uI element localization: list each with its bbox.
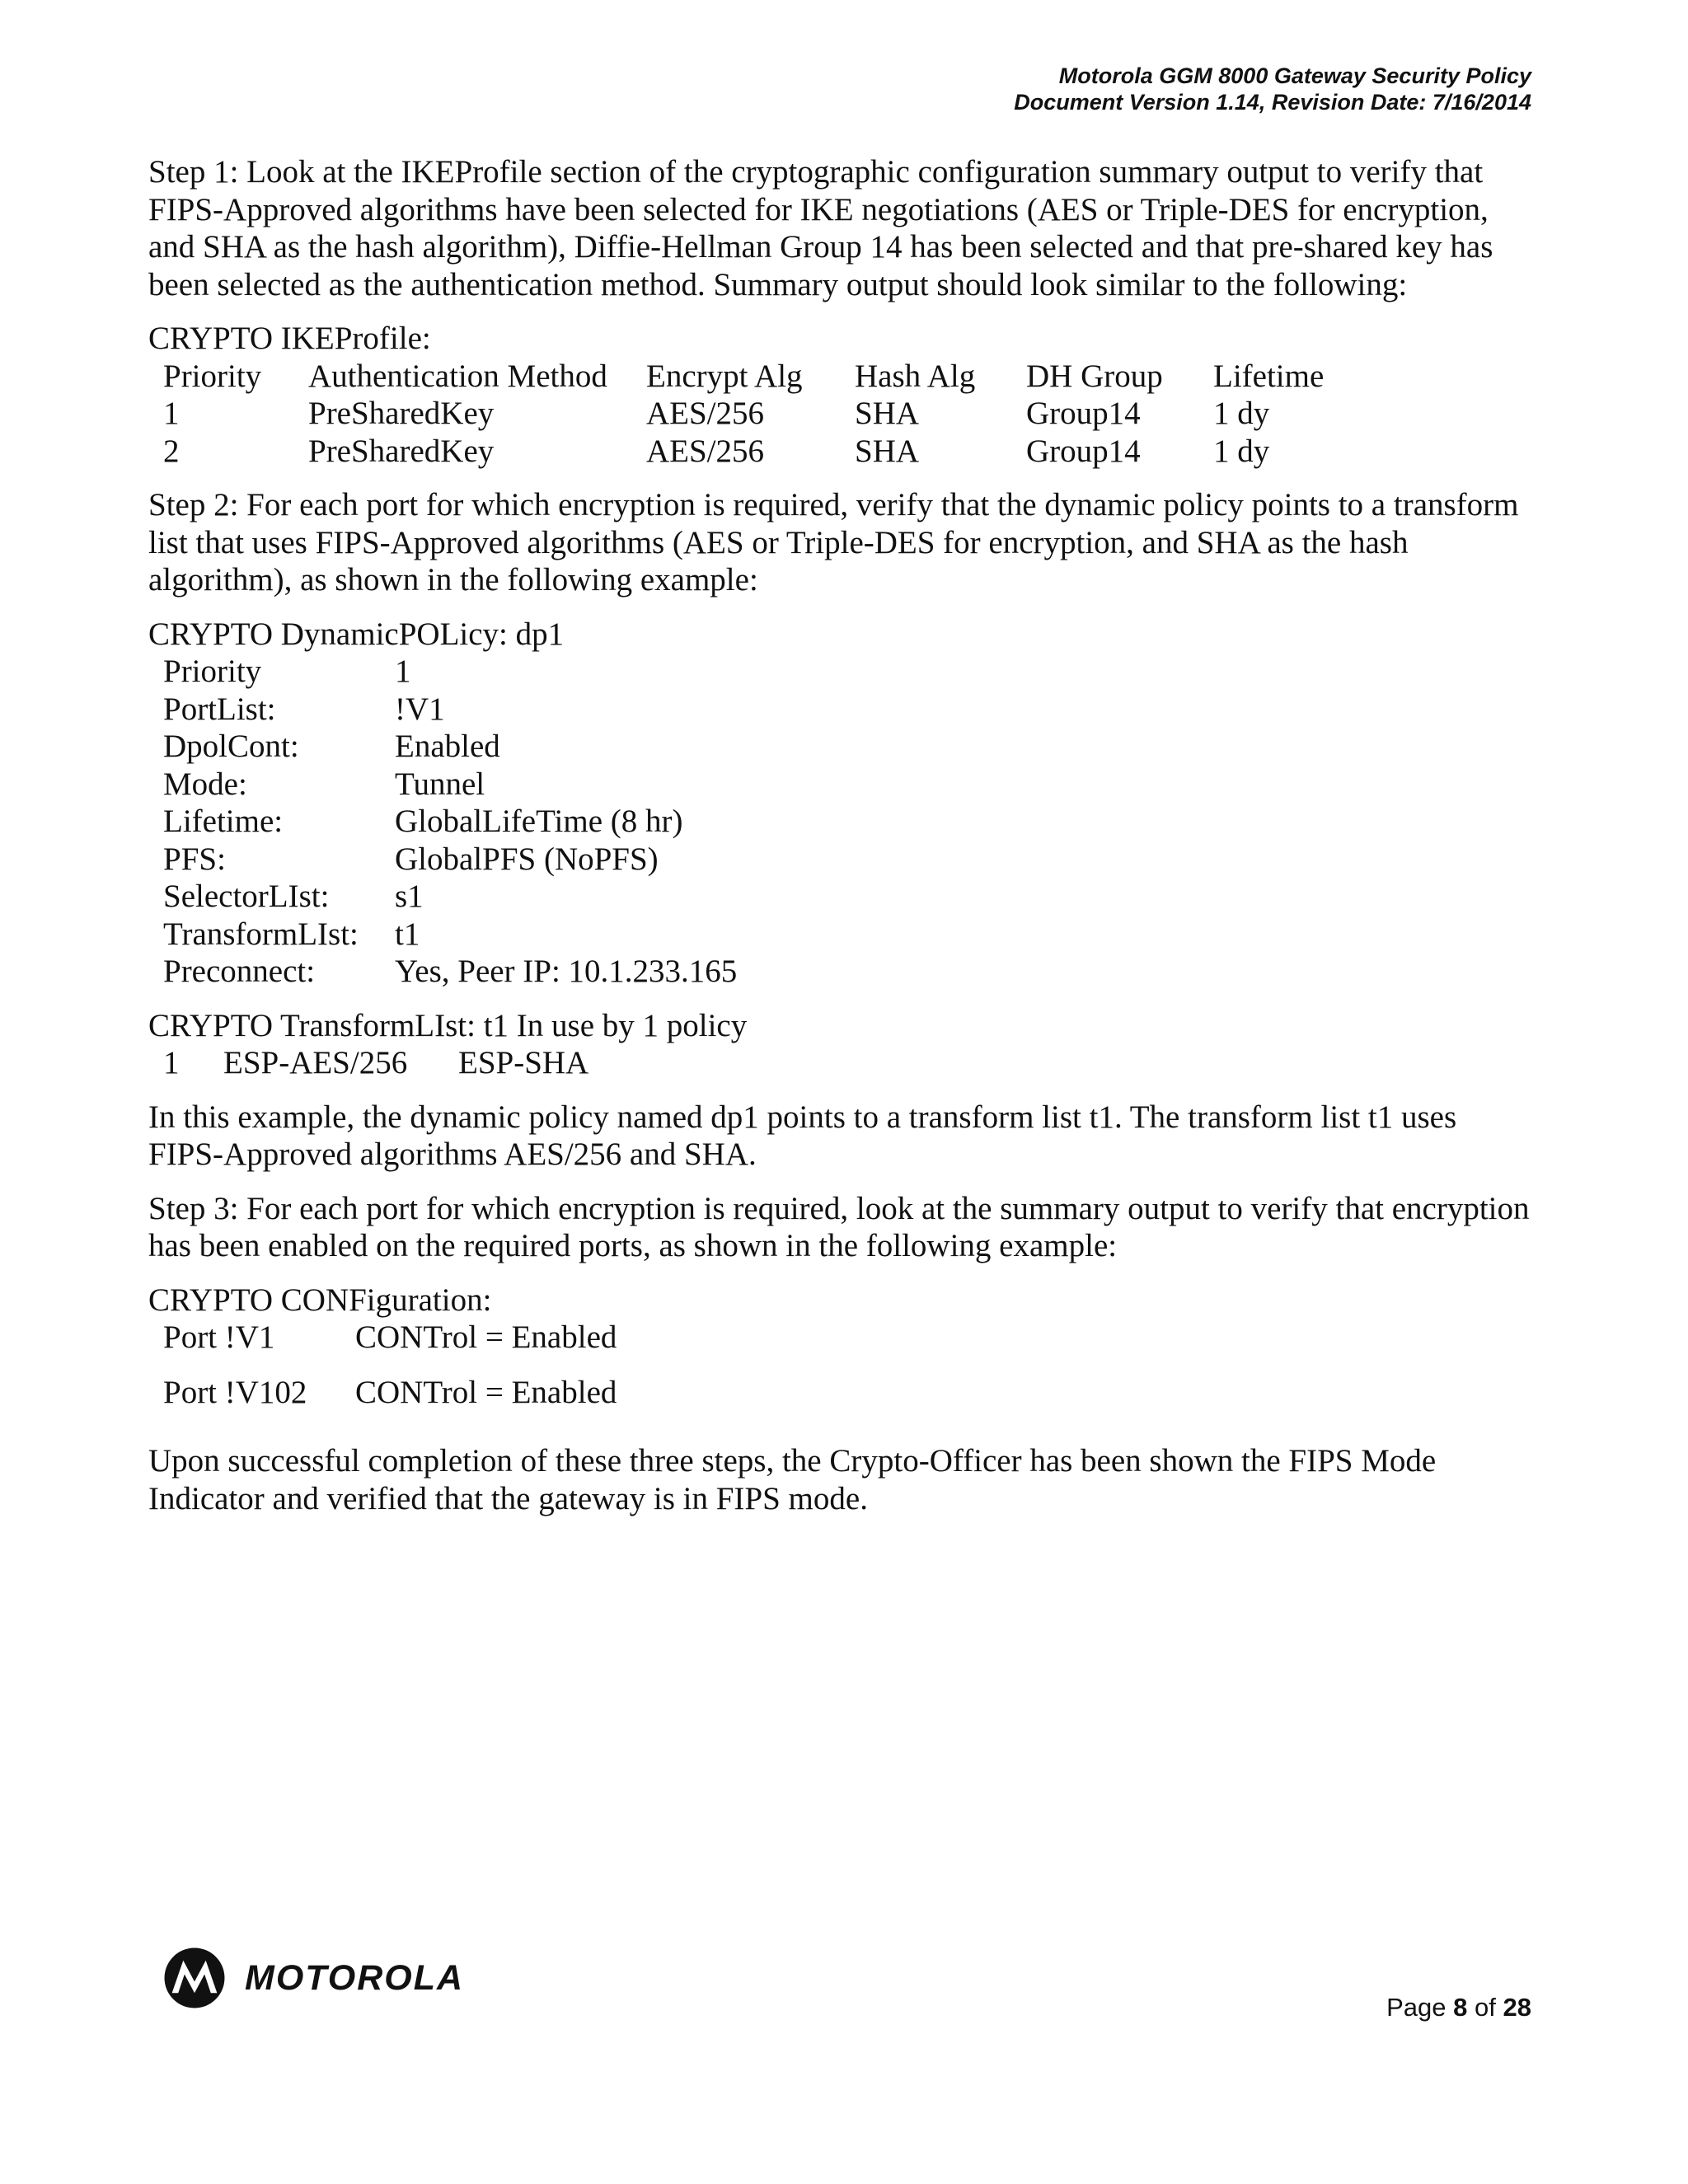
document-body (148, 153, 1533, 1517)
list-item (148, 878, 1533, 916)
policy-value: s1 (395, 879, 424, 914)
ike-cell: AES/256 (646, 396, 765, 431)
ike-cell: 1 dy (1213, 396, 1270, 431)
ike-cell: AES/256 (646, 433, 765, 469)
ike-cell: 1 (163, 396, 180, 431)
dynamic-policy-block (148, 616, 1533, 991)
step-2-text: Step 2: For each port for which encryption is required, verify that the dynamic policy points to a transform list that uses FIPS-Approved algorithms (AES or Triple-DES for encryption, and SHA as the hash algorithm), as shown in the following example: (148, 487, 1519, 598)
ike-cell: 2 (163, 433, 180, 469)
list-item (148, 841, 1533, 879)
crypto-config-block (148, 1282, 1533, 1412)
policy-value: GlobalPFS (NoPFS) (395, 841, 659, 877)
transform-row (148, 1044, 1533, 1082)
policy-value: !V1 (395, 691, 445, 727)
transform-encryption: ESP-AES/256 (223, 1045, 408, 1080)
list-item (148, 803, 1533, 841)
policy-key: Preconnect: (163, 954, 316, 989)
conclusion-text: Upon successful completion of these three steps, the Crypto-Officer has been shown the FIPS Mode Indicator and verified that the gateway is in FIPS mode. (148, 1443, 1437, 1516)
ike-col-encrypt: Encrypt Alg (646, 358, 803, 394)
ike-cell: SHA (855, 396, 920, 431)
dynamic-policy-list (148, 653, 1533, 991)
step-3-text: Step 3: For each port for which encryption is required, look at the summary output to verify that encryption has been enabled on the required ports, as shown in the following example: (148, 1190, 1530, 1263)
config-port: Port !V102 (163, 1374, 307, 1410)
ike-cell: SHA (855, 433, 920, 469)
ike-cell: Group14 (1026, 396, 1141, 431)
ike-cell: 1 dy (1213, 433, 1270, 469)
policy-key: SelectorLIst: (163, 879, 330, 914)
policy-key: Mode: (163, 766, 247, 802)
config-control: CONTrol = Enabled (355, 1374, 617, 1410)
page-of: of (1475, 1993, 1496, 2022)
ike-header-row (148, 358, 1533, 396)
ike-col-priority: Priority (163, 358, 262, 394)
policy-value: 1 (395, 654, 411, 689)
ike-profile-title: CRYPTO IKEProfile: (148, 321, 431, 356)
ike-col-lifetime: Lifetime (1213, 358, 1325, 394)
ike-cell: PreSharedKey (308, 396, 495, 431)
page-header (1014, 63, 1531, 115)
policy-key: TransformLIst: (163, 916, 359, 952)
policy-value: Tunnel (395, 766, 485, 802)
table-row (148, 433, 1533, 471)
policy-value: Yes, Peer IP: 10.1.233.165 (395, 954, 738, 989)
example-note-text: In this example, the dynamic policy named dp1 points to a transform list t1. The transform list t1 uses FIPS-Approved algorithms AES/256 and SHA. (148, 1099, 1457, 1172)
transform-list-block (148, 1007, 1533, 1082)
policy-value: GlobalLifeTime (8 hr) (395, 804, 683, 839)
policy-key: PFS: (163, 841, 226, 877)
header-version: Document Version 1.14, Revision Date: 7/16/2014 (1014, 90, 1531, 115)
policy-value: Enabled (395, 729, 500, 764)
ike-col-auth: Authentication Method (308, 358, 607, 394)
crypto-config-title: CRYPTO CONFiguration: (148, 1282, 492, 1318)
page-current: 8 (1453, 1993, 1468, 2022)
policy-key: Lifetime: (163, 804, 284, 839)
ike-cell: Group14 (1026, 433, 1141, 469)
list-item (148, 916, 1533, 954)
list-item (148, 953, 1533, 991)
list-item (148, 728, 1533, 766)
ike-cell: PreSharedKey (308, 433, 495, 469)
ike-profile-table (148, 358, 1533, 471)
ike-col-dh: DH Group (1026, 358, 1163, 394)
list-item (148, 653, 1533, 691)
dynamic-policy-title: CRYPTO DynamicPOLicy: dp1 (148, 616, 565, 652)
motorola-batwing-icon (163, 1947, 226, 2009)
policy-key: DpolCont: (163, 729, 299, 764)
motorola-logo (163, 1947, 464, 2009)
table-row (148, 395, 1533, 433)
policy-value: t1 (395, 916, 420, 952)
policy-key: Priority (163, 654, 262, 689)
ike-col-hash: Hash Alg (855, 358, 976, 394)
transform-number: 1 (163, 1045, 180, 1080)
list-item (148, 766, 1533, 804)
config-control: CONTrol = Enabled (355, 1319, 617, 1355)
header-title: Motorola GGM 8000 Gateway Security Policy (1058, 63, 1531, 88)
page-total: 28 (1503, 1993, 1531, 2022)
page-prefix: Page (1386, 1993, 1447, 2022)
motorola-wordmark: MOTOROLA (245, 1957, 465, 1998)
list-item (148, 1374, 1533, 1412)
transform-hash: ESP-SHA (458, 1045, 589, 1080)
list-item (148, 1319, 1533, 1357)
ike-profile-block (148, 320, 1533, 470)
transform-list-title: CRYPTO TransformLIst: t1 In use by 1 policy (148, 1007, 748, 1043)
config-port: Port !V1 (163, 1319, 275, 1355)
step-1-text: Step 1: Look at the IKEProfile section of the cryptographic configuration summary output to verify that FIPS-Approved algorithms have been selected for IKE negotiations (AES or Triple-DES for encryption, and SHA as the hash algorithm), Diffie-Hellman Group 14 has been selected and that pre-shared key has been selected as the authentication method. Summary output should look similar to the following: (148, 154, 1493, 302)
policy-key: PortList: (163, 691, 276, 727)
page-number (1386, 1993, 1531, 2022)
list-item (148, 691, 1533, 729)
